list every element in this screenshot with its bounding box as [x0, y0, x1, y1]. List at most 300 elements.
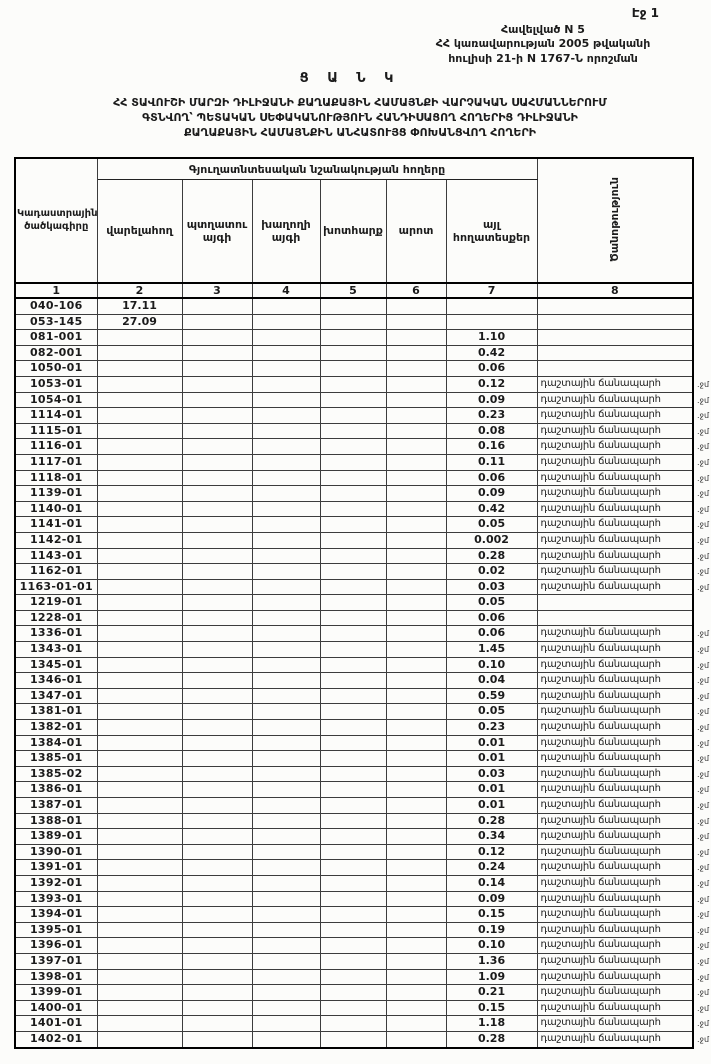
note-cell — [537, 875, 710, 891]
value-cell — [97, 1031, 182, 1047]
table-row — [15, 298, 693, 314]
note-cell — [537, 517, 710, 533]
value-cell: 0.01 — [446, 735, 537, 751]
cadastral-code-cell: 1385-01 — [15, 751, 97, 767]
note-text: դաշտային ճանապարհ — [540, 814, 661, 826]
edge-text-fragment: .ջմ — [696, 567, 710, 577]
note-cell — [537, 891, 710, 907]
value-cell — [320, 782, 386, 798]
note-text: դաշտային ճանապարհ — [540, 1032, 661, 1044]
note-cell — [537, 1031, 710, 1047]
subtitle-line: ՔԱՂԱՔԱՅԻՆ ՀԱՄԱՅՆՔԻՆ ԱՆՀԱՏՈՒՅՑ ՓՈԽԱՆՑՎՈՂ ՀՈՂԵՐԻ — [183, 125, 536, 139]
value-cell — [182, 688, 252, 704]
note-text: դաշտային ճանապարհ — [540, 1017, 661, 1029]
column-number: 3 — [182, 283, 252, 298]
value-cell — [182, 626, 252, 642]
value-cell — [252, 470, 320, 486]
value-cell — [252, 376, 320, 392]
edge-text-fragment: .ջմ — [696, 801, 710, 810]
value-cell — [97, 454, 182, 470]
cadastral-code-cell: 1402-01 — [15, 1031, 97, 1047]
value-cell — [320, 704, 386, 720]
edge-text-fragment: .ջմ — [696, 582, 710, 592]
note-cell — [537, 439, 710, 455]
value-cell — [386, 1000, 446, 1016]
cadastral-code-cell: 053-145 — [15, 314, 97, 330]
edge-text-fragment: .ջմ — [696, 738, 710, 748]
col-header-note — [537, 158, 693, 283]
edge-text-fragment: .ջմ — [696, 847, 710, 857]
value-cell — [386, 751, 446, 767]
value-cell — [97, 953, 182, 969]
value-cell — [386, 392, 446, 408]
edge-text-fragment: .ջմ — [696, 442, 710, 452]
value-cell: 0.06 — [446, 361, 537, 377]
value-cell — [320, 953, 386, 969]
value-cell: 17.11 — [97, 298, 182, 314]
value-cell: 0.42 — [446, 501, 537, 517]
value-cell — [97, 704, 182, 720]
value-cell — [386, 548, 446, 564]
value-cell — [182, 875, 252, 891]
value-cell — [252, 751, 320, 767]
value-cell — [97, 907, 182, 923]
cadastral-code-cell: 1118-01 — [15, 470, 97, 486]
value-cell — [97, 470, 182, 486]
land-parcels-table-wrapper — [14, 157, 710, 1049]
value-cell: 0.04 — [446, 673, 537, 689]
value-cell — [320, 470, 386, 486]
edge-text-fragment: .ջմ — [696, 645, 710, 655]
cadastral-code-cell: 1115-01 — [15, 423, 97, 439]
value-cell — [182, 564, 252, 580]
cadastral-code-cell: 1385-02 — [15, 766, 97, 782]
edge-text-fragment: .ջմ — [696, 894, 710, 904]
cadastral-code-cell: 1114-01 — [15, 408, 97, 424]
value-cell: 0.05 — [446, 704, 537, 720]
value-cell — [252, 626, 320, 642]
value-cell — [320, 564, 386, 580]
value-cell — [252, 735, 320, 751]
note-cell — [537, 829, 710, 845]
value-cell — [252, 408, 320, 424]
value-cell — [97, 720, 182, 736]
note-cell — [537, 361, 693, 377]
note-cell — [537, 486, 710, 502]
value-cell — [182, 891, 252, 907]
table-row — [15, 501, 693, 517]
note-cell — [537, 907, 710, 923]
value-cell — [320, 439, 386, 455]
value-cell — [386, 314, 446, 330]
value-cell — [182, 813, 252, 829]
value-cell — [252, 392, 320, 408]
value-cell — [320, 408, 386, 424]
value-cell — [320, 735, 386, 751]
value-cell — [182, 470, 252, 486]
table-row — [15, 564, 693, 580]
value-cell — [252, 813, 320, 829]
value-cell — [97, 1000, 182, 1016]
table-row — [15, 1000, 693, 1016]
value-cell: 0.12 — [446, 376, 537, 392]
edge-text-fragment: .ջմ — [696, 457, 710, 467]
col-header-vineyard: խաղողի այգի — [252, 180, 320, 284]
cadastral-code-cell: 1054-01 — [15, 392, 97, 408]
cadastral-code-cell: 040-106 — [15, 298, 97, 314]
edge-text-fragment: .ջմ — [696, 925, 710, 935]
value-cell — [320, 798, 386, 814]
edge-text-fragment: .ջմ — [696, 395, 710, 405]
cadastral-code-cell: 1343-01 — [15, 642, 97, 658]
note-text: դաշտային ճանապարհ — [540, 783, 661, 795]
table-row — [15, 610, 693, 626]
value-cell — [386, 782, 446, 798]
value-cell — [252, 548, 320, 564]
cadastral-code-cell: 1053-01 — [15, 376, 97, 392]
value-cell — [320, 361, 386, 377]
table-row — [15, 314, 693, 330]
col-header-cadastral-code: Կադաստրային ծածկագիրը — [15, 158, 97, 283]
value-cell — [97, 875, 182, 891]
cadastral-code-cell: 1140-01 — [15, 501, 97, 517]
annex-reference — [382, 23, 704, 66]
subtitle-line: ԳՏՆՎՈՂ՝ ՊԵՏԱԿԱՆ ՍԵՓԱԿԱՆՈՒԹՅՈՒՆ ՀԱՆԴԻՍԱՑՈՂ ՀՈՂԵՐԻՑ ԴԻԼԻՋԱՆԻ — [142, 110, 578, 124]
value-cell — [252, 361, 320, 377]
value-cell — [182, 766, 252, 782]
value-cell — [386, 969, 446, 985]
note-cell — [537, 922, 710, 938]
value-cell — [252, 298, 320, 314]
edge-text-fragment: .ջմ — [696, 988, 710, 998]
value-cell — [320, 751, 386, 767]
table-row — [15, 408, 693, 424]
table-row — [15, 330, 693, 346]
cadastral-code-cell: 1139-01 — [15, 486, 97, 502]
value-cell — [386, 938, 446, 954]
value-cell: 0.24 — [446, 860, 537, 876]
value-cell — [252, 938, 320, 954]
column-number: 4 — [252, 283, 320, 298]
edge-text-fragment: .ջմ — [696, 972, 710, 982]
edge-text-fragment: .ջմ — [696, 411, 710, 421]
value-cell — [252, 985, 320, 1001]
note-cell — [537, 938, 710, 954]
value-cell — [386, 720, 446, 736]
value-cell — [182, 642, 252, 658]
value-cell: 0.09 — [446, 486, 537, 502]
value-cell — [182, 345, 252, 361]
value-cell — [97, 486, 182, 502]
value-cell — [182, 735, 252, 751]
value-cell: 1.10 — [446, 330, 537, 346]
edge-text-fragment: .ջմ — [696, 691, 710, 701]
note-cell — [537, 423, 710, 439]
value-cell — [97, 985, 182, 1001]
edge-text-fragment: .ջմ — [696, 1003, 710, 1013]
value-cell: 0.10 — [446, 938, 537, 954]
value-cell — [320, 517, 386, 533]
note-cell — [537, 314, 693, 330]
value-cell — [320, 688, 386, 704]
value-cell — [97, 813, 182, 829]
value-cell — [320, 907, 386, 923]
note-text: դաշտային ճանապարհ — [540, 752, 661, 764]
value-cell — [97, 751, 182, 767]
value-cell — [320, 392, 386, 408]
table-row — [15, 735, 693, 751]
value-cell — [97, 408, 182, 424]
value-cell — [182, 657, 252, 673]
note-text: դաշտային ճանապարհ — [540, 923, 661, 935]
table-row — [15, 907, 693, 923]
note-cell — [537, 798, 710, 814]
note-cell — [537, 1016, 710, 1032]
value-cell — [182, 454, 252, 470]
document-title: Ց Ա Ն Կ — [299, 71, 401, 86]
note-text: դաշտային ճանապարհ — [540, 533, 661, 545]
note-text: դաշտային ճանապարհ — [540, 705, 661, 717]
annex-line: ՀՀ կառավարության 2005 թվականի — [435, 37, 651, 51]
value-cell — [182, 1016, 252, 1032]
table-row — [15, 423, 693, 439]
value-cell: 0.23 — [446, 408, 537, 424]
value-cell: 0.21 — [446, 985, 537, 1001]
note-text: դաշտային ճանապարհ — [540, 736, 661, 748]
value-cell: 27.09 — [97, 314, 182, 330]
value-cell — [252, 454, 320, 470]
edge-text-fragment: .ջմ — [696, 535, 710, 545]
note-text: դաշտային ճանապարհ — [540, 643, 661, 655]
value-cell — [252, 439, 320, 455]
value-cell — [386, 844, 446, 860]
edge-text-fragment: .ջմ — [696, 769, 710, 779]
note-cell — [537, 501, 710, 517]
value-cell — [320, 985, 386, 1001]
value-cell — [182, 392, 252, 408]
value-cell: 0.15 — [446, 1000, 537, 1016]
note-text: դաշտային ճանապարհ — [540, 1001, 661, 1013]
value-cell — [97, 891, 182, 907]
value-cell — [182, 376, 252, 392]
value-cell: 1.09 — [446, 969, 537, 985]
note-text: դաշտային ճանապարհ — [540, 487, 661, 499]
cadastral-code-cell: 1219-01 — [15, 595, 97, 611]
edge-text-fragment: .ջմ — [696, 878, 710, 888]
cadastral-code-cell: 1117-01 — [15, 454, 97, 470]
value-cell — [386, 501, 446, 517]
value-cell: 0.05 — [446, 517, 537, 533]
value-cell — [252, 720, 320, 736]
value-cell — [97, 517, 182, 533]
value-cell — [386, 595, 446, 611]
value-cell — [386, 922, 446, 938]
value-cell — [97, 844, 182, 860]
cadastral-code-cell: 1388-01 — [15, 813, 97, 829]
table-row — [15, 860, 693, 876]
cadastral-code-cell: 1398-01 — [15, 969, 97, 985]
edge-text-fragment: .ջմ — [696, 504, 710, 514]
value-cell — [386, 345, 446, 361]
col-header-arable: վարելահող — [97, 180, 182, 284]
value-cell — [386, 408, 446, 424]
cadastral-code-cell: 1346-01 — [15, 673, 97, 689]
note-text: դաշտային ճանապարհ — [540, 767, 661, 779]
value-cell — [320, 844, 386, 860]
value-cell — [182, 361, 252, 377]
table-row — [15, 517, 693, 533]
value-cell — [320, 829, 386, 845]
note-cell — [537, 345, 693, 361]
page-number: Էջ 1 — [631, 6, 659, 20]
note-cell — [537, 298, 693, 314]
value-cell — [182, 922, 252, 938]
edge-text-fragment: .ջմ — [696, 816, 710, 826]
value-cell — [97, 595, 182, 611]
note-text: դաշտային ճանապարհ — [540, 892, 661, 904]
cadastral-code-cell: 1400-01 — [15, 1000, 97, 1016]
note-cell — [537, 454, 710, 470]
value-cell: 0.11 — [446, 454, 537, 470]
value-cell — [386, 517, 446, 533]
value-cell — [97, 735, 182, 751]
edge-text-fragment: .ջմ — [696, 754, 710, 764]
value-cell — [320, 891, 386, 907]
value-cell — [320, 532, 386, 548]
value-cell — [252, 595, 320, 611]
value-cell — [252, 501, 320, 517]
value-cell — [386, 829, 446, 845]
cadastral-code-cell: 1392-01 — [15, 875, 97, 891]
column-number: 1 — [15, 283, 97, 298]
value-cell — [386, 579, 446, 595]
table-row — [15, 345, 693, 361]
value-cell — [252, 642, 320, 658]
value-cell — [320, 298, 386, 314]
edge-text-fragment: .ջմ — [696, 1019, 710, 1029]
table-row — [15, 361, 693, 377]
value-cell — [446, 314, 537, 330]
value-cell — [182, 985, 252, 1001]
edge-text-fragment: .ջմ — [696, 707, 710, 717]
table-row — [15, 470, 693, 486]
table-row — [15, 439, 693, 455]
note-cell — [537, 470, 710, 486]
value-cell — [386, 330, 446, 346]
table-row — [15, 688, 693, 704]
value-cell — [252, 486, 320, 502]
value-cell — [97, 392, 182, 408]
value-cell: 0.28 — [446, 548, 537, 564]
col-header-pasture: արոտ — [386, 180, 446, 284]
note-cell — [537, 564, 710, 580]
value-cell — [182, 704, 252, 720]
value-cell: 0.002 — [446, 532, 537, 548]
table-row — [15, 704, 693, 720]
value-cell — [252, 579, 320, 595]
value-cell — [182, 969, 252, 985]
note-text: դաշտային ճանապարհ — [540, 580, 661, 592]
value-cell: 0.59 — [446, 688, 537, 704]
value-cell: 0.01 — [446, 798, 537, 814]
value-cell — [182, 1000, 252, 1016]
col-header-hayfield: խոտհարք — [320, 180, 386, 284]
value-cell — [320, 938, 386, 954]
value-cell — [97, 922, 182, 938]
value-cell: 0.03 — [446, 579, 537, 595]
note-cell — [537, 579, 710, 595]
note-text: դաշտային ճանապարհ — [540, 455, 661, 467]
cadastral-code-cell: 1345-01 — [15, 657, 97, 673]
value-cell — [97, 345, 182, 361]
value-cell — [386, 610, 446, 626]
value-cell: 0.19 — [446, 922, 537, 938]
value-cell — [386, 657, 446, 673]
note-cell — [537, 751, 710, 767]
note-text: դաշտային ճանապարհ — [540, 674, 661, 686]
table-header — [15, 158, 693, 298]
cadastral-code-cell: 1381-01 — [15, 704, 97, 720]
note-text: դաշտային ճանապարհ — [540, 689, 661, 701]
value-cell — [320, 875, 386, 891]
table-row — [15, 673, 693, 689]
cadastral-code-cell: 1228-01 — [15, 610, 97, 626]
value-cell — [97, 626, 182, 642]
table-row — [15, 720, 693, 736]
table-row — [15, 985, 693, 1001]
value-cell — [97, 439, 182, 455]
value-cell — [182, 953, 252, 969]
value-cell — [97, 860, 182, 876]
value-cell — [386, 1031, 446, 1047]
value-cell: 0.28 — [446, 1031, 537, 1047]
table-row — [15, 642, 693, 658]
note-text: դաշտային ճանապարհ — [540, 377, 661, 389]
cadastral-code-cell: 1401-01 — [15, 1016, 97, 1032]
value-cell — [252, 314, 320, 330]
value-cell — [182, 517, 252, 533]
value-cell — [97, 766, 182, 782]
edge-text-fragment: .ջմ — [696, 660, 710, 670]
value-cell — [320, 595, 386, 611]
value-cell — [320, 345, 386, 361]
column-number: 8 — [537, 283, 693, 298]
value-cell — [252, 564, 320, 580]
note-text: դաշտային ճանապարհ — [540, 518, 661, 530]
value-cell — [252, 1016, 320, 1032]
value-cell — [320, 657, 386, 673]
table-row — [15, 1031, 693, 1047]
cadastral-code-cell: 1382-01 — [15, 720, 97, 736]
cadastral-code-cell: 1387-01 — [15, 798, 97, 814]
value-cell — [386, 673, 446, 689]
edge-text-fragment: .ջմ — [696, 676, 710, 686]
value-cell — [252, 517, 320, 533]
value-cell — [320, 548, 386, 564]
cadastral-code-cell: 1163-01-01 — [15, 579, 97, 595]
value-cell: 0.02 — [446, 564, 537, 580]
value-cell — [97, 673, 182, 689]
value-cell — [97, 610, 182, 626]
value-cell — [97, 361, 182, 377]
value-cell — [182, 844, 252, 860]
value-cell — [386, 860, 446, 876]
cadastral-code-cell: 1141-01 — [15, 517, 97, 533]
value-cell: 0.09 — [446, 392, 537, 408]
value-cell — [252, 922, 320, 938]
value-cell — [182, 938, 252, 954]
cadastral-code-cell: 1162-01 — [15, 564, 97, 580]
